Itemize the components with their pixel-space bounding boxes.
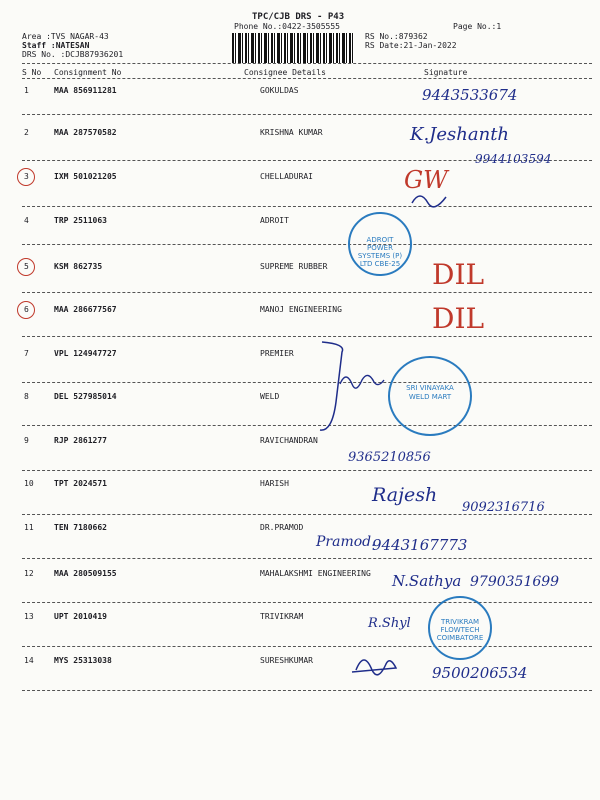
staff: Staff :NATESAN [22,41,90,50]
signature-14-stroke [352,660,396,675]
phone-number: Phone No.:0422-3505555 [234,22,340,31]
signature-2-name: K.Jeshanth [410,124,510,145]
row-sno: 1 [24,86,29,95]
row-sno: 2 [24,128,29,137]
signature-11-phone: 9443167773 [372,536,468,554]
rs-date: RS Date:21-Jan-2022 [365,41,457,50]
area: Area :TVS NAGAR-43 [22,32,109,41]
row-sno: 3 [24,172,29,181]
row-sno: 6 [24,305,29,314]
drs-number: DRS No. :DCJB87936201 [22,50,124,59]
mark-dil-6: DIL [432,302,485,335]
col-consignee: Consignee Details [244,68,326,77]
row-sno: 10 [24,479,34,488]
signature-4-stroke [412,196,446,207]
row-sno: 8 [24,392,29,401]
row-consignment: MAA 280509155 [54,569,117,578]
weld-stamp-text: SRI VINAYAKA WELD MART [406,384,454,401]
rs-number: RS No.:879362 [365,32,428,41]
signature-8-stroke [340,375,384,388]
row-consignment: DEL 527985014 [54,392,117,401]
row-consignment: VPL 124947727 [54,349,117,358]
row-consignee: SUPREME RUBBER [260,262,328,271]
adroit-stamp [348,212,412,276]
mark-dil-5: DIL [432,258,485,291]
row-consignment: KSM 862735 [54,262,103,271]
row-consignee: KRISHNA KUMAR [260,128,323,137]
row-consignment: MAA 856911281 [54,86,117,95]
sheet-title: TPC/CJB DRS - P43 [252,12,345,22]
row-consignment: MAA 286677567 [54,305,117,314]
bracket-stroke [320,342,343,430]
row-consignment: UPT 2010419 [54,612,107,621]
row-consignee: GOKULDAS [260,86,299,95]
row-consignee: CHELLADURAI [260,172,313,181]
row-consignment: IXM 501021205 [54,172,117,181]
row-consignee: PREMIER [260,349,294,358]
row-sno: 4 [24,216,29,225]
row-consignee: DR.PRAMOD [260,523,304,532]
row-consignee: TRIVIKRAM [260,612,304,621]
row-consignment: MYS 25313038 [54,656,112,665]
mark-gw: GW [404,166,448,194]
row-consignee: HARISH [260,479,289,488]
trivikram-stamp [428,596,492,660]
row-consignment: TPT 2024571 [54,479,107,488]
signature-11-name: Pramod. [316,534,376,550]
row-consignee: RAVICHANDRAN [260,436,318,445]
row-consignment: RJP 2861277 [54,436,107,445]
signature-2-phone: 9944103594 [475,152,552,166]
signature-9: 9365210856 [348,450,431,465]
signature-10-name: Rajesh [372,484,438,506]
signature-14-phone: 9500206534 [432,664,528,682]
signature-10-phone: 9092316716 [462,500,545,515]
row-sno: 12 [24,569,34,578]
signature-12-name: N.Sathya [392,572,462,590]
signature-13: R.Shyl [368,616,411,631]
row-sno: 11 [24,523,34,532]
trivikram-stamp-text: TRIVIKRAM FLOWTECH COIMBATORE [436,618,484,642]
row-sno: 13 [24,612,34,621]
row-sno: 9 [24,436,29,445]
col-signature: Signature [424,68,468,77]
row-sno: 14 [24,656,34,665]
row-consignment: MAA 287570582 [54,128,117,137]
row-consignee: WELD [260,392,280,401]
row-consignment: TEN 7180662 [54,523,107,532]
col-consignment: Consignment No [54,68,122,77]
row-sno: 5 [24,262,29,271]
weld-stamp [388,356,472,436]
signature-12-phone: 9790351699 [470,574,560,590]
row-sno: 7 [24,349,29,358]
col-sno: S No [22,68,42,77]
row-consignee: MAHALAKSHMI ENGINEERING [260,569,371,578]
row-consignee: MANOJ ENGINEERING [260,305,342,314]
row-consignment: TRP 2511063 [54,216,107,225]
adroit-stamp-text: ADROIT POWER SYSTEMS (P) LTD CBE-25 [357,236,403,268]
page-number: Page No.:1 [453,22,502,31]
row-consignee: SURESHKUMAR [260,656,313,665]
row-consignee: ADROIT [260,216,289,225]
signature-1: 9443533674 [422,86,518,104]
